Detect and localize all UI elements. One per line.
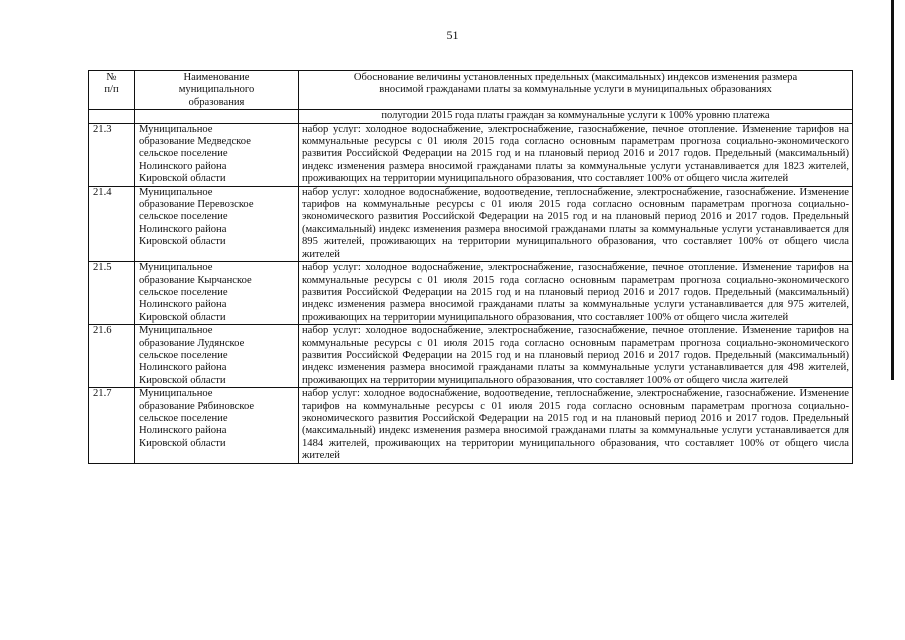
table-row	[89, 388, 853, 463]
continuation-text: полугодии 2015 года платы граждан за коммунальные услуги к 100% уровню платежа	[299, 110, 853, 123]
page-number: 51	[446, 28, 459, 42]
municipality-name: Муниципальное образование Медведское сельское поселение Нолинского района Кировской области	[135, 123, 299, 186]
municipality-name: Муниципальное образование Рябиновское сельское поселение Нолинского района Кировской области	[135, 388, 299, 463]
municipality-name: Муниципальное образование Лудянское сельское поселение Нолинского района Кировской области	[135, 325, 299, 388]
municipality-name: Муниципальное образование Кырчанское сельское поселение Нолинского района Кировской области	[135, 262, 299, 325]
header-municipality: Наименование муниципального образования	[135, 71, 299, 110]
row-description: набор услуг: холодное водоснабжение, электроснабжение, газоснабжение, печное отопление. Изменение тарифов на коммунальные ресурсы с 01 июля 2015 года согласно основным параметрам прогноза социально-экономического развития Российской Федерации на 2015 год и на плановый период 2016 и 2017 годов. Предельный (максимальный) индекс изменения размера вносимой гражданами платы за коммунальные услуги устанавливается для 1823 жителей, проживающих на территории муниципального образования, что составляет 100% от общего числа жителей	[299, 123, 853, 186]
table-header-row	[89, 71, 853, 110]
row-description: набор услуг: холодное водоснабжение, водоотведение, теплоснабжение, электроснабжение, газоснабжение. Изменение тарифов на коммунальные ресурсы с 01 июля 2015 года согласно основным параметрам прогноза социально-экономического развития Российской Федерации на 2015 год и на плановый период 2016 и 2017 годов. Предельный (максимальный) индекс изменения размера вносимой гражданами платы за коммунальные услуги устанавливается для 1484 жителей, проживающих на территории муниципального образования, что составляет 100% от общего числа жителей	[299, 388, 853, 463]
row-description: набор услуг: холодное водоснабжение, водоотведение, теплоснабжение, электроснабжение, газоснабжение. Изменение тарифов на коммунальные ресурсы с 01 июля 2015 года согласно основным параметрам прогноза социально-экономического развития Российской Федерации на 2015 год и на плановый период 2016 и 2017 годов. Предельный (максимальный) индекс изменения размера вносимой гражданами платы за коммунальные услуги устанавливается для 895 жителей, проживающих на территории муниципального образования, что составляет 100% от общего числа жителей	[299, 186, 853, 261]
row-description: набор услуг: холодное водоснабжение, электроснабжение, газоснабжение, печное отопление. Изменение тарифов на коммунальные ресурсы с 01 июля 2015 года согласно основным параметрам прогноза социально-экономического развития Российской Федерации на 2015 год и на плановый период 2016 и 2017 годов. Предельный (максимальный) индекс изменения размера вносимой гражданами платы за коммунальные услуги устанавливается для 975 жителей, проживающих на территории муниципального образования, что составляет 100% от общего числа жителей	[299, 262, 853, 325]
municipality-name: Муниципальное образование Перевозское сельское поселение Нолинского района Кировской области	[135, 186, 299, 261]
table-row	[89, 325, 853, 388]
table-row	[89, 186, 853, 261]
row-number: 21.3	[89, 123, 135, 186]
row-number: 21.5	[89, 262, 135, 325]
row-number: 21.7	[89, 388, 135, 463]
table-row	[89, 123, 853, 186]
header-number: № п/п	[89, 71, 135, 110]
row-number: 21.4	[89, 186, 135, 261]
tariff-index-table	[88, 70, 853, 464]
row-number: 21.6	[89, 325, 135, 388]
scan-edge-rule	[891, 0, 894, 380]
continuation-row	[89, 110, 853, 123]
table-row	[89, 262, 853, 325]
header-basis: Обоснование величины установленных предельных (максимальных) индексов изменения размера вносимой гражданами платы за коммунальные услуги в муниципальных образованиях	[299, 71, 853, 110]
row-description: набор услуг: холодное водоснабжение, электроснабжение, газоснабжение, печное отопление. Изменение тарифов на коммунальные ресурсы с 01 июля 2015 года согласно основным параметрам прогноза социально-экономического развития Российской Федерации на 2015 год и на плановый период 2016 и 2017 годов. Предельный (максимальный) индекс изменения размера вносимой гражданами платы за коммунальные услуги устанавливается для 498 жителей, проживающих на территории муниципального образования, что составляет 100% от общего числа жителей	[299, 325, 853, 388]
